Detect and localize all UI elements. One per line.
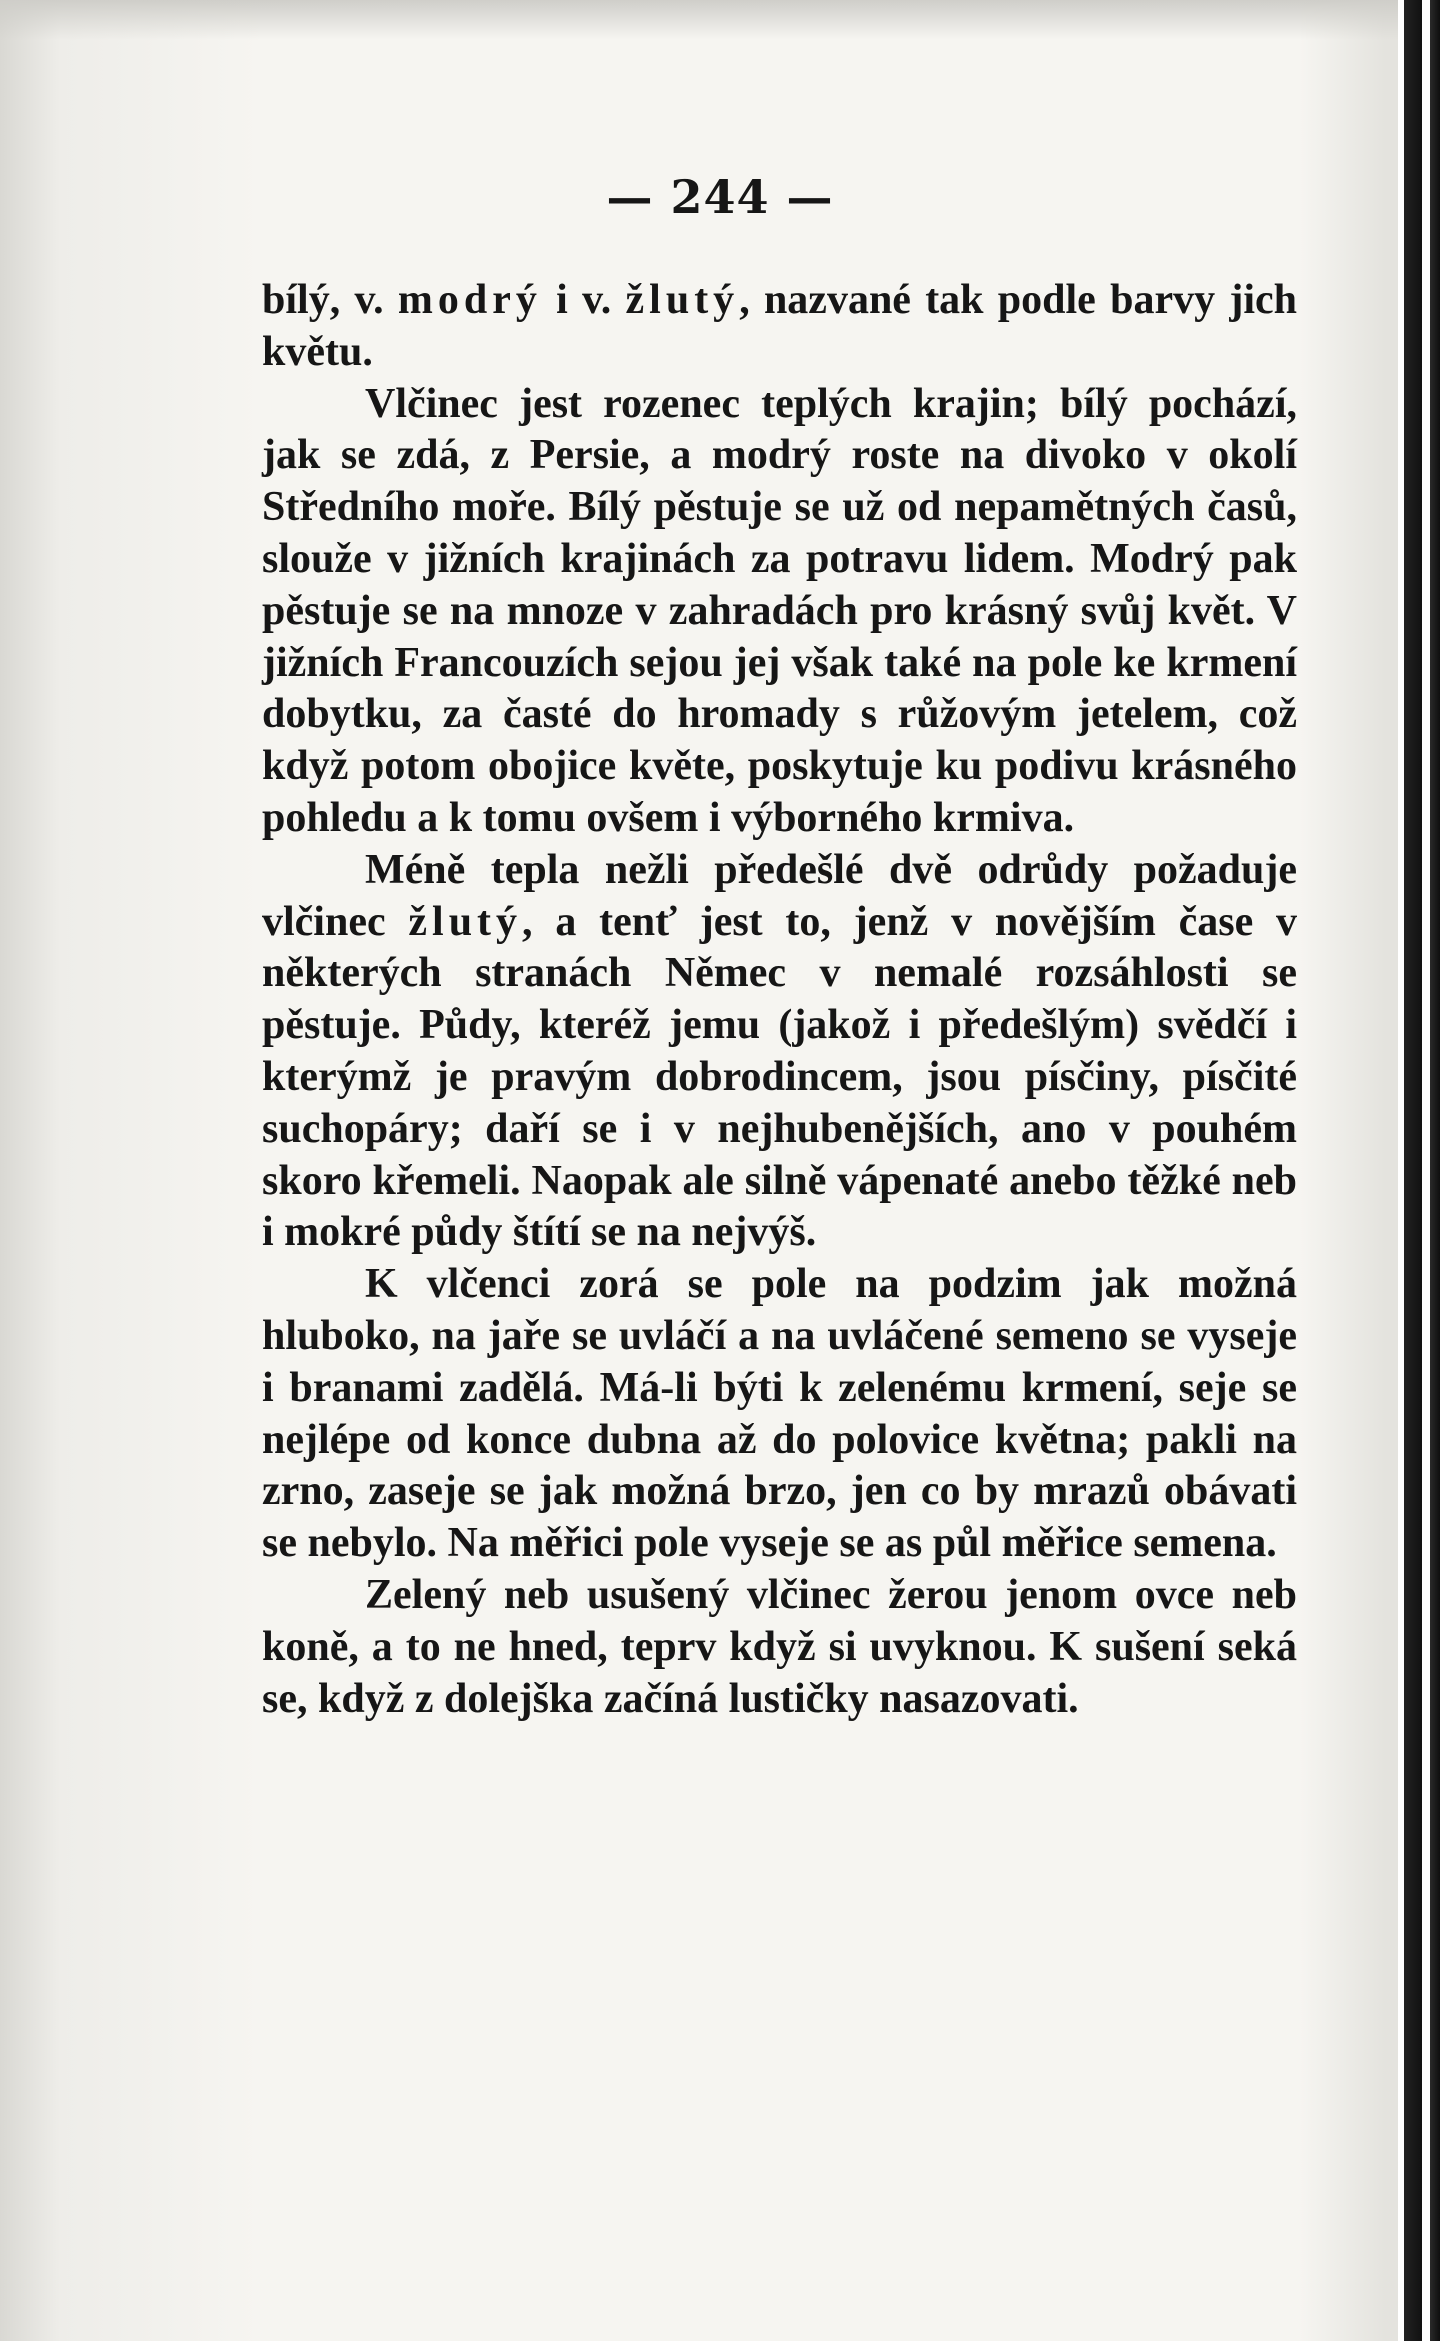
- paragraph-text: , nazvané tak podle barvy jich květu.: [262, 277, 1297, 375]
- paragraph-text: bílý, v.: [262, 277, 398, 323]
- page-top-shadow: [0, 0, 1440, 40]
- paragraph-text: Méně tepla nežli předešlé dvě odrůdy požaduje vlčinec: [262, 846, 1297, 945]
- body-text: [262, 275, 1297, 1725]
- emphasized-term: žlutý: [408, 898, 523, 945]
- emphasized-term: žlutý: [625, 277, 740, 323]
- emphasized-term: modrý: [397, 277, 542, 323]
- paragraph: [262, 379, 1297, 845]
- page-right-edge: [1398, 0, 1440, 2341]
- page-number-header: — 244 —: [606, 170, 834, 224]
- paragraph: [262, 1259, 1297, 1570]
- paragraph-text: K vlčenci zorá se pole na podzim jak možná hluboko, na jaře se uvláčí a na uvláčené semeno se vyseje i branami zadělá. Má-li býti k zelenému krmení, seje se nejlépe od konce dubna až do polovice května; pakli na zrno, zaseje se jak možná brzo, jen co by mrazů obávati se nebylo. Na měřici pole vyseje se as půl měřice semena.: [262, 1261, 1297, 1567]
- paragraph-text: , a tenť jest to, jenž v novějším čase v některých stranách Němec v nemalé rozsáhlosti se pěstuje. Půdy, kteréž jemu (jakož i předešlým) svědčí i kterýmž je pravým dobrodincem, jsou písčiny, písčité suchopáry; daří se i v nejhubenějších, ano v pouhém skoro křemeli. Naopak ale silně vápenaté anebo těžké neb i mokré půdy štítí se na nejvýš.: [262, 898, 1297, 1256]
- paragraph-text: i v.: [541, 277, 626, 323]
- paragraph-text: Vlčinec jest rozenec teplých krajin; bílý pochází, jak se zdá, z Persie, a modrý roste na divoko v okolí Středního moře. Bílý pěstuje se už od nepamětných časů, slouže v jižních krajinách za potravu lidem. Modrý pak pěstuje se na mnoze v zahradách pro krásný svůj květ. V jižních Francouzích sejou jej však také na pole ke krmení dobytku, za časté do hromady s růžovým jetelem, což když potom obojice květe, poskytuje ku podivu krásného pohledu a k tomu ovšem i výborného krmiva.: [262, 380, 1297, 841]
- paragraph: [262, 845, 1297, 1259]
- paragraph-text: Zelený neb usušený vlčinec žerou jenom ovce neb koně, a to ne hned, teprv když si uvyknou. K sušení seká se, když z dolejška začíná lustičky nasazovati.: [262, 1571, 1297, 1722]
- paragraph: [262, 275, 1297, 379]
- paragraph: [262, 1570, 1297, 1725]
